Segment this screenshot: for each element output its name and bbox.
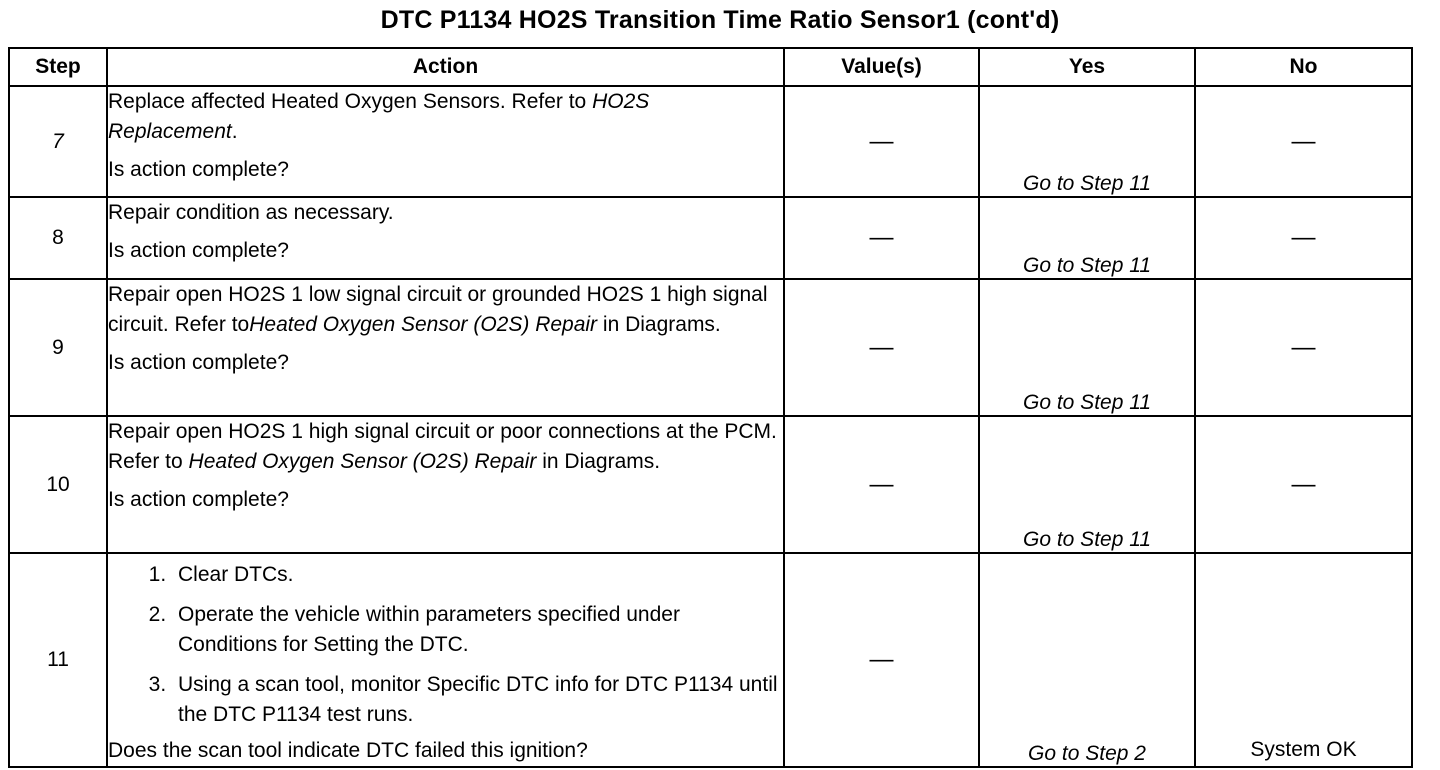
action-question: Is action complete? bbox=[108, 351, 289, 374]
yes-cell: Go to Step 11 bbox=[979, 197, 1195, 279]
action-question: Is action complete? bbox=[108, 488, 289, 511]
list-item: 3. Using a scan tool, monitor Specific DTC info for DTC P1134 until the DTC P1134 test runs. bbox=[172, 670, 783, 730]
action-text: Repair open HO2S 1 high signal circuit or poor connections at the PCM. Refer to bbox=[108, 420, 777, 473]
action-text: Replace affected Heated Oxygen Sensors. Refer to bbox=[108, 90, 593, 113]
header-values: Value(s) bbox=[784, 48, 979, 86]
yes-cell: Go to Step 2 bbox=[979, 553, 1195, 767]
page-title: DTC P1134 HO2S Transition Time Ratio Sensor1 (cont'd) bbox=[380, 6, 1060, 34]
no-cell: — bbox=[1195, 416, 1412, 553]
action-question: Is action complete? bbox=[108, 239, 289, 262]
action-text: Repair open HO2S 1 low signal circuit or grounded HO2S 1 high signal circuit. Refer to bbox=[108, 283, 768, 336]
action-cell bbox=[107, 416, 784, 553]
value-cell: — bbox=[784, 197, 979, 279]
table-row bbox=[9, 416, 1412, 553]
header-action: Action bbox=[107, 48, 784, 86]
action-reference: Heated Oxygen Sensor (O2S) Repair bbox=[188, 450, 537, 473]
value-cell: — bbox=[784, 86, 979, 197]
action-text: Repair condition as necessary. bbox=[108, 201, 394, 224]
no-cell: — bbox=[1195, 197, 1412, 279]
table-row bbox=[9, 553, 1412, 767]
action-text: in Diagrams. bbox=[597, 313, 721, 336]
table-row bbox=[9, 279, 1412, 416]
yes-cell: Go to Step 11 bbox=[979, 416, 1195, 553]
action-reference: Heated Oxygen Sensor (O2S) Repair bbox=[249, 313, 598, 336]
yes-cell: Go to Step 11 bbox=[979, 279, 1195, 416]
action-question: Does the scan tool indicate DTC failed this ignition? bbox=[108, 739, 588, 762]
header-yes: Yes bbox=[979, 48, 1195, 86]
action-text: in Diagrams. bbox=[536, 450, 661, 473]
step-number: 11 bbox=[9, 553, 107, 767]
header-step: Step bbox=[9, 48, 107, 86]
table-row bbox=[9, 197, 1412, 279]
action-cell bbox=[107, 553, 784, 767]
header-no: No bbox=[1195, 48, 1412, 86]
action-cell bbox=[107, 86, 784, 197]
no-cell: System OK bbox=[1195, 553, 1412, 767]
action-question: Is action complete? bbox=[108, 158, 289, 181]
value-cell: — bbox=[784, 416, 979, 553]
step-number: 10 bbox=[9, 416, 107, 553]
action-cell bbox=[107, 279, 784, 416]
value-cell: — bbox=[784, 279, 979, 416]
action-reference: HO2S Replacement bbox=[108, 90, 650, 143]
list-item: 1. Clear DTCs. bbox=[172, 560, 783, 590]
yes-cell: Go to Step 11 bbox=[979, 86, 1195, 197]
step-number: 7 bbox=[9, 86, 107, 197]
action-cell bbox=[107, 197, 784, 279]
table-row bbox=[9, 86, 1412, 197]
no-cell: — bbox=[1195, 86, 1412, 197]
step-number: 8 bbox=[9, 197, 107, 279]
diagnostic-table bbox=[8, 47, 1413, 768]
procedure-list bbox=[108, 560, 783, 730]
list-item: 2. Operate the vehicle within parameters specified under Conditions for Setting the DTC. bbox=[172, 600, 783, 660]
value-cell: — bbox=[784, 553, 979, 767]
header-row bbox=[9, 48, 1412, 86]
action-text: . bbox=[231, 120, 238, 143]
no-cell: — bbox=[1195, 279, 1412, 416]
step-number: 9 bbox=[9, 279, 107, 416]
